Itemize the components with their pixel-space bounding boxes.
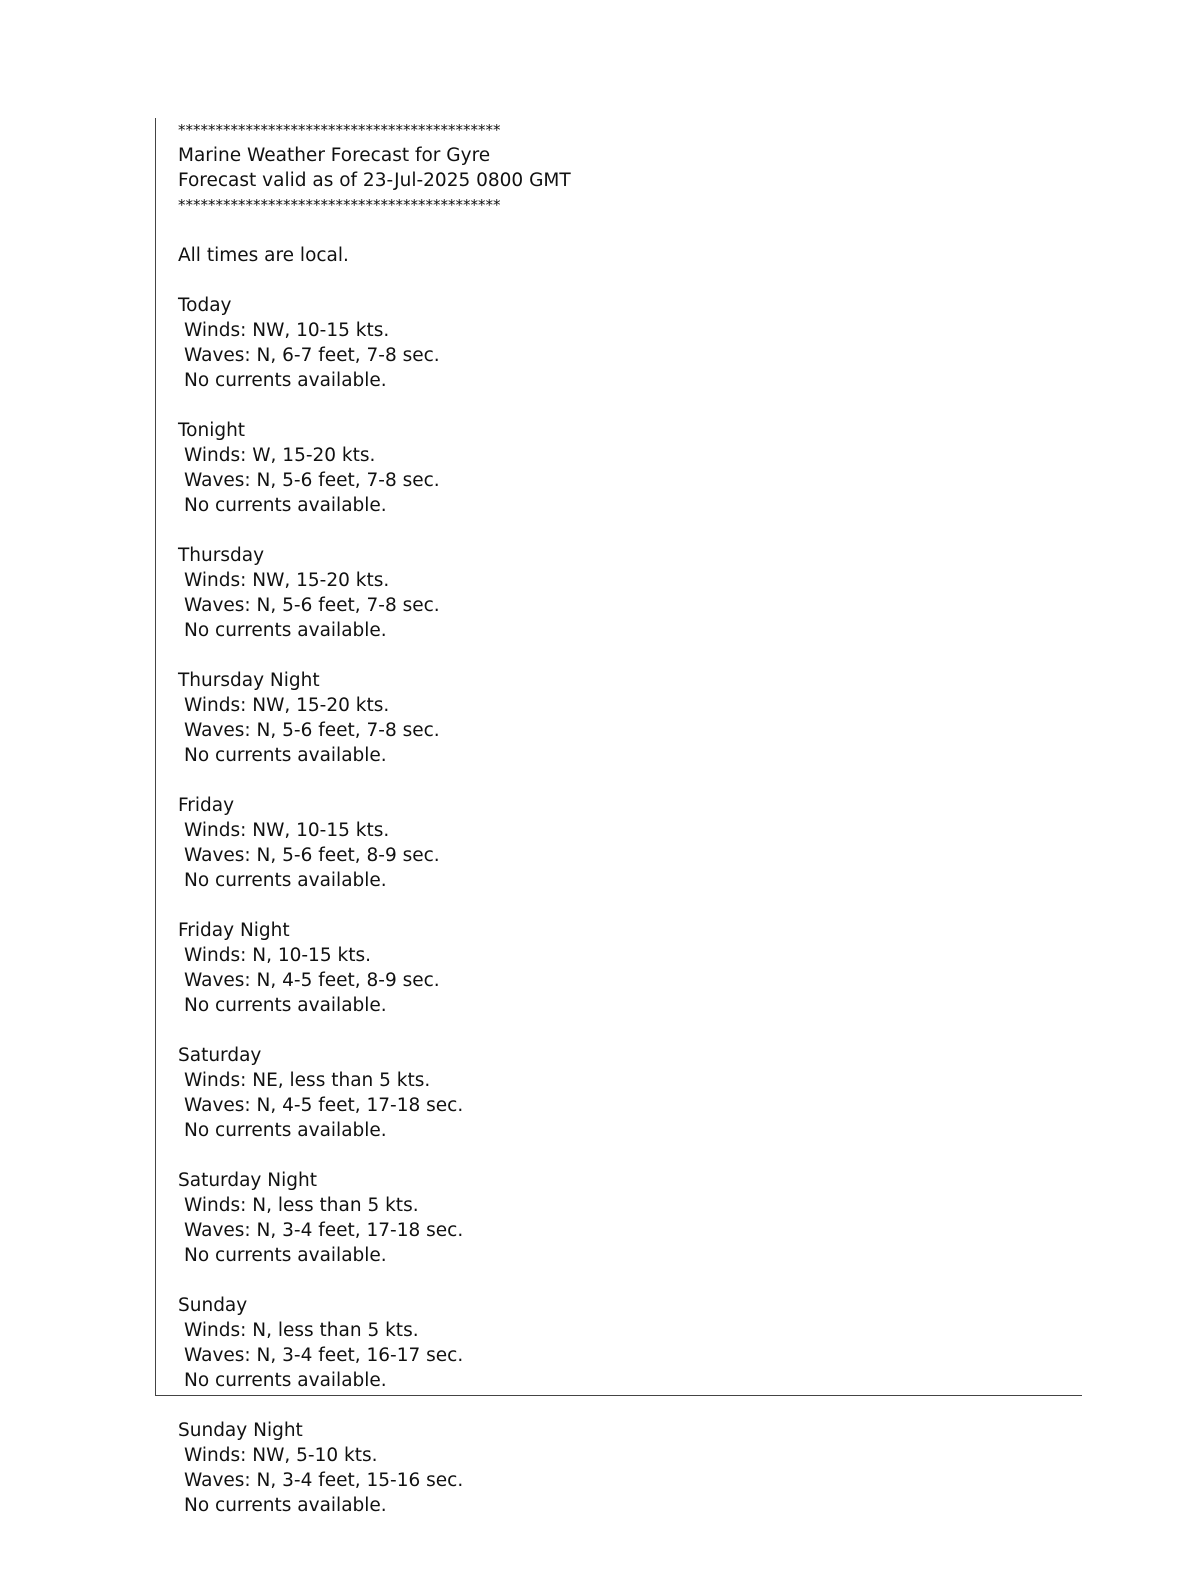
period-winds: Winds: NE, less than 5 kts. (184, 1070, 431, 1091)
period-winds: Winds: NW, 10-15 kts. (184, 820, 390, 841)
period-name: Thursday (178, 545, 265, 566)
period-winds: Winds: W, 15-20 kts. (184, 445, 376, 466)
period-currents: No currents available. (184, 495, 387, 516)
period-winds: Winds: NW, 10-15 kts. (184, 320, 390, 341)
forecast-period (178, 293, 1078, 393)
period-currents: No currents available. (184, 620, 387, 641)
period-waves: Waves: N, 3-4 feet, 17-18 sec. (184, 1220, 464, 1241)
period-currents: No currents available. (184, 870, 387, 891)
period-name: Saturday Night (178, 1170, 317, 1191)
period-name: Saturday (178, 1045, 262, 1066)
period-waves: Waves: N, 5-6 feet, 7-8 sec. (184, 470, 440, 491)
period-name: Tonight (178, 420, 246, 441)
period-name: Thursday Night (178, 670, 320, 691)
period-currents: No currents available. (184, 1370, 387, 1391)
forecast-period (178, 418, 1078, 518)
period-winds: Winds: NW, 15-20 kts. (184, 695, 390, 716)
period-currents: No currents available. (184, 370, 387, 391)
forecast-period (178, 1418, 1078, 1518)
period-waves: Waves: N, 3-4 feet, 16-17 sec. (184, 1345, 464, 1366)
period-waves: Waves: N, 6-7 feet, 7-8 sec. (184, 345, 440, 366)
forecast-periods (178, 293, 1078, 1518)
forecast-period (178, 543, 1078, 643)
period-waves: Waves: N, 3-4 feet, 15-16 sec. (184, 1470, 464, 1491)
times-note: All times are local. (178, 245, 349, 266)
forecast-valid-time: Forecast valid as of 23-Jul-2025 0800 GMT (178, 170, 571, 191)
period-name: Today (178, 295, 232, 316)
period-currents: No currents available. (184, 995, 387, 1016)
period-currents: No currents available. (184, 745, 387, 766)
period-winds: Winds: NW, 5-10 kts. (184, 1445, 378, 1466)
period-name: Friday (178, 795, 235, 816)
period-waves: Waves: N, 5-6 feet, 7-8 sec. (184, 595, 440, 616)
period-waves: Waves: N, 5-6 feet, 7-8 sec. (184, 720, 440, 741)
frame-left-border (155, 118, 156, 1396)
period-currents: No currents available. (184, 1245, 387, 1266)
period-name: Sunday (178, 1295, 248, 1316)
period-currents: No currents available. (184, 1495, 387, 1516)
spacer (178, 268, 1078, 293)
spacer (178, 218, 1078, 243)
forecast-period (178, 1168, 1078, 1268)
forecast-period (178, 918, 1078, 1018)
period-winds: Winds: NW, 15-20 kts. (184, 570, 390, 591)
period-waves: Waves: N, 4-5 feet, 8-9 sec. (184, 970, 440, 991)
forecast-period (178, 668, 1078, 768)
period-name: Sunday Night (178, 1420, 303, 1441)
forecast-period (178, 1043, 1078, 1143)
header-stars-bottom: ******************************************* (178, 196, 501, 214)
period-currents: No currents available. (184, 1120, 387, 1141)
period-winds: Winds: N, less than 5 kts. (184, 1195, 419, 1216)
forecast-period (178, 1293, 1078, 1393)
header-stars-top: ******************************************* (178, 121, 501, 139)
period-winds: Winds: N, less than 5 kts. (184, 1320, 419, 1341)
period-waves: Waves: N, 4-5 feet, 17-18 sec. (184, 1095, 464, 1116)
forecast-title: Marine Weather Forecast for Gyre (178, 145, 491, 166)
period-waves: Waves: N, 5-6 feet, 8-9 sec. (184, 845, 440, 866)
period-winds: Winds: N, 10-15 kts. (184, 945, 371, 966)
forecast-document (178, 118, 1078, 1543)
forecast-period (178, 793, 1078, 893)
period-name: Friday Night (178, 920, 290, 941)
